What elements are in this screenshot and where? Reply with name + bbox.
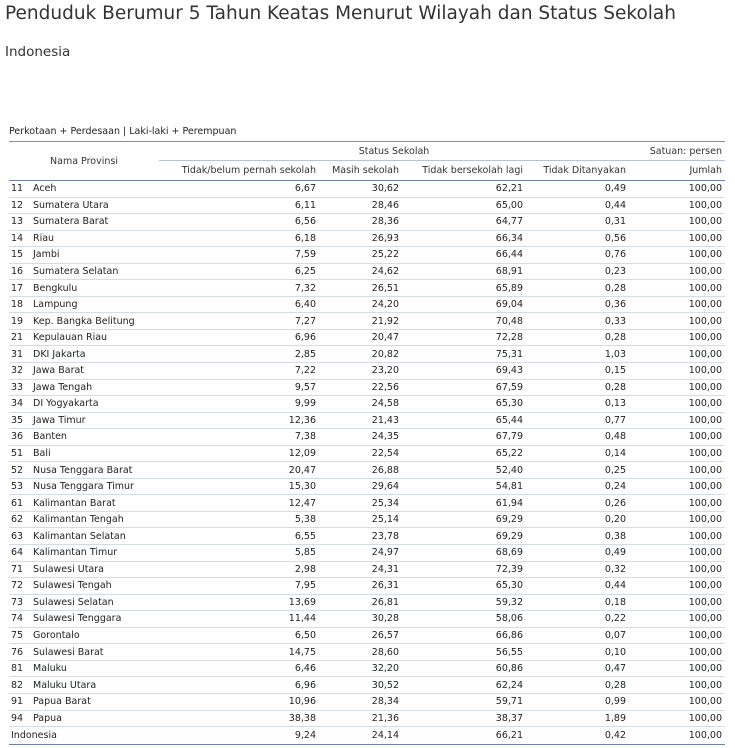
cell-no-longer-schooling: 62,24 (402, 677, 526, 694)
cell-total: 100,00 (629, 412, 725, 429)
cell-total: 100,00 (629, 181, 725, 198)
table-row (9, 181, 725, 198)
province-name: Sulawesi Tengah (31, 578, 159, 595)
page-subtitle: Indonesia (5, 44, 71, 60)
table-row (9, 280, 725, 297)
cell-not-asked: 0,31 (526, 214, 629, 231)
province-name: Sumatera Selatan (31, 263, 159, 280)
cell-not-asked: 0,14 (526, 445, 629, 462)
cell-total: 100,00 (629, 296, 725, 313)
cell-no-longer-schooling: 56,55 (402, 644, 526, 661)
column-header-total: Jumlah (629, 161, 725, 181)
cell-never-schooled: 6,11 (159, 197, 319, 214)
table-row (9, 313, 725, 330)
cell-not-asked: 0,07 (526, 627, 629, 644)
total-cell-not-asked: 0,42 (526, 727, 629, 745)
cell-no-longer-schooling: 69,29 (402, 511, 526, 528)
province-code: 82 (9, 677, 31, 694)
cell-no-longer-schooling: 54,81 (402, 478, 526, 495)
province-code: 74 (9, 611, 31, 628)
province-code: 15 (9, 247, 31, 264)
cell-total: 100,00 (629, 561, 725, 578)
table-row (9, 495, 725, 512)
table-row (9, 379, 725, 396)
cell-total: 100,00 (629, 478, 725, 495)
cell-still-schooling: 23,78 (319, 528, 402, 545)
cell-still-schooling: 24,62 (319, 263, 402, 280)
cell-never-schooled: 6,55 (159, 528, 319, 545)
cell-no-longer-schooling: 65,89 (402, 280, 526, 297)
cell-never-schooled: 2,85 (159, 346, 319, 363)
cell-still-schooling: 21,43 (319, 412, 402, 429)
cell-no-longer-schooling: 66,44 (402, 247, 526, 264)
cell-total: 100,00 (629, 445, 725, 462)
cell-not-asked: 0,99 (526, 693, 629, 710)
cell-still-schooling: 30,52 (319, 677, 402, 694)
table-row (9, 511, 725, 528)
cell-total: 100,00 (629, 528, 725, 545)
cell-still-schooling: 32,20 (319, 660, 402, 677)
province-code: 73 (9, 594, 31, 611)
cell-never-schooled: 5,85 (159, 545, 319, 562)
province-code: 53 (9, 478, 31, 495)
cell-no-longer-schooling: 59,71 (402, 693, 526, 710)
cell-never-schooled: 6,46 (159, 660, 319, 677)
cell-still-schooling: 20,82 (319, 346, 402, 363)
cell-still-schooling: 26,51 (319, 280, 402, 297)
data-table-container (9, 141, 725, 745)
table-row (9, 396, 725, 413)
page-title: Penduduk Berumur 5 Tahun Keatas Menurut Wilayah dan Status Sekolah (5, 3, 676, 24)
cell-never-schooled: 6,67 (159, 181, 319, 198)
cell-not-asked: 0,28 (526, 677, 629, 694)
table-row (9, 445, 725, 462)
total-cell-no-longer-schooling: 66,21 (402, 727, 526, 745)
cell-still-schooling: 28,46 (319, 197, 402, 214)
cell-never-schooled: 6,96 (159, 329, 319, 346)
cell-no-longer-schooling: 65,30 (402, 396, 526, 413)
province-code: 36 (9, 429, 31, 446)
province-code: 64 (9, 545, 31, 562)
province-code: 71 (9, 561, 31, 578)
province-name: Kalimantan Barat (31, 495, 159, 512)
cell-no-longer-schooling: 69,04 (402, 296, 526, 313)
table-row (9, 296, 725, 313)
cell-not-asked: 0,76 (526, 247, 629, 264)
province-code: 13 (9, 214, 31, 231)
cell-not-asked: 0,44 (526, 197, 629, 214)
table-row (9, 677, 725, 694)
table-row (9, 627, 725, 644)
cell-not-asked: 0,38 (526, 528, 629, 545)
province-name: Sulawesi Utara (31, 561, 159, 578)
total-row-label: Indonesia (9, 727, 159, 745)
cell-total: 100,00 (629, 677, 725, 694)
province-name: Nusa Tenggara Timur (31, 478, 159, 495)
cell-still-schooling: 30,62 (319, 181, 402, 198)
province-code: 19 (9, 313, 31, 330)
cell-no-longer-schooling: 60,86 (402, 660, 526, 677)
cell-still-schooling: 24,20 (319, 296, 402, 313)
cell-never-schooled: 9,57 (159, 379, 319, 396)
province-name: Maluku (31, 660, 159, 677)
cell-not-asked: 0,13 (526, 396, 629, 413)
cell-total: 100,00 (629, 495, 725, 512)
cell-not-asked: 0,25 (526, 462, 629, 479)
province-code: 21 (9, 329, 31, 346)
province-name: Kalimantan Selatan (31, 528, 159, 545)
table-row (9, 578, 725, 595)
cell-never-schooled: 11,44 (159, 611, 319, 628)
cell-still-schooling: 25,14 (319, 511, 402, 528)
cell-never-schooled: 10,96 (159, 693, 319, 710)
cell-total: 100,00 (629, 578, 725, 595)
column-header-no-longer-schooling: Tidak bersekolah lagi (402, 161, 526, 181)
cell-no-longer-schooling: 66,34 (402, 230, 526, 247)
province-code: 35 (9, 412, 31, 429)
status-group-header: Status Sekolah (159, 142, 629, 161)
cell-not-asked: 1,03 (526, 346, 629, 363)
cell-not-asked: 0,32 (526, 561, 629, 578)
province-name: DI Yogyakarta (31, 396, 159, 413)
province-name: Bali (31, 445, 159, 462)
table-body (9, 181, 725, 727)
province-name: Papua Barat (31, 693, 159, 710)
cell-still-schooling: 29,64 (319, 478, 402, 495)
cell-never-schooled: 6,25 (159, 263, 319, 280)
cell-no-longer-schooling: 59,32 (402, 594, 526, 611)
table-row (9, 214, 725, 231)
cell-no-longer-schooling: 62,21 (402, 181, 526, 198)
cell-no-longer-schooling: 68,91 (402, 263, 526, 280)
province-name: Aceh (31, 181, 159, 198)
cell-never-schooled: 13,69 (159, 594, 319, 611)
cell-total: 100,00 (629, 346, 725, 363)
table-row (9, 594, 725, 611)
province-code: 72 (9, 578, 31, 595)
cell-total: 100,00 (629, 313, 725, 330)
province-name: Sumatera Barat (31, 214, 159, 231)
cell-total: 100,00 (629, 379, 725, 396)
province-name: Jawa Timur (31, 412, 159, 429)
cell-never-schooled: 7,95 (159, 578, 319, 595)
cell-still-schooling: 24,97 (319, 545, 402, 562)
cell-total: 100,00 (629, 511, 725, 528)
cell-still-schooling: 26,88 (319, 462, 402, 479)
cell-no-longer-schooling: 67,59 (402, 379, 526, 396)
table-total-row (9, 727, 725, 745)
filter-label: Perkotaan + Perdesaan | Laki-laki + Perempuan (9, 126, 237, 137)
table-row (9, 263, 725, 280)
province-name: Kalimantan Timur (31, 545, 159, 562)
cell-still-schooling: 25,34 (319, 495, 402, 512)
province-name: Riau (31, 230, 159, 247)
province-name: Sulawesi Selatan (31, 594, 159, 611)
table-row (9, 478, 725, 495)
cell-no-longer-schooling: 70,48 (402, 313, 526, 330)
table-row (9, 429, 725, 446)
cell-still-schooling: 30,28 (319, 611, 402, 628)
total-cell-never-schooled: 9,24 (159, 727, 319, 745)
province-name: Jawa Barat (31, 363, 159, 380)
province-name: Jambi (31, 247, 159, 264)
cell-not-asked: 0,44 (526, 578, 629, 595)
cell-total: 100,00 (629, 214, 725, 231)
cell-still-schooling: 21,92 (319, 313, 402, 330)
province-code: 94 (9, 710, 31, 727)
province-code: 91 (9, 693, 31, 710)
cell-never-schooled: 7,59 (159, 247, 319, 264)
province-name: DKI Jakarta (31, 346, 159, 363)
table-row (9, 197, 725, 214)
cell-not-asked: 0,20 (526, 511, 629, 528)
cell-total: 100,00 (629, 611, 725, 628)
province-code: 63 (9, 528, 31, 545)
cell-still-schooling: 26,31 (319, 578, 402, 595)
cell-never-schooled: 7,27 (159, 313, 319, 330)
cell-never-schooled: 12,09 (159, 445, 319, 462)
table-row (9, 644, 725, 661)
cell-total: 100,00 (629, 462, 725, 479)
province-code: 33 (9, 379, 31, 396)
cell-not-asked: 0,77 (526, 412, 629, 429)
province-code: 11 (9, 181, 31, 198)
cell-no-longer-schooling: 66,86 (402, 627, 526, 644)
total-cell-total: 100,00 (629, 727, 725, 745)
table-row (9, 329, 725, 346)
province-name: Maluku Utara (31, 677, 159, 694)
cell-total: 100,00 (629, 396, 725, 413)
cell-not-asked: 0,15 (526, 363, 629, 380)
cell-still-schooling: 22,54 (319, 445, 402, 462)
cell-still-schooling: 24,58 (319, 396, 402, 413)
cell-total: 100,00 (629, 644, 725, 661)
cell-total: 100,00 (629, 429, 725, 446)
cell-never-schooled: 6,50 (159, 627, 319, 644)
column-header-never-schooled: Tidak/belum pernah sekolah (159, 161, 319, 181)
cell-total: 100,00 (629, 710, 725, 727)
cell-total: 100,00 (629, 693, 725, 710)
table-header (9, 142, 725, 181)
province-name: Jawa Tengah (31, 379, 159, 396)
cell-total: 100,00 (629, 263, 725, 280)
province-code: 16 (9, 263, 31, 280)
cell-no-longer-schooling: 65,22 (402, 445, 526, 462)
table-row (9, 660, 725, 677)
cell-never-schooled: 6,40 (159, 296, 319, 313)
cell-total: 100,00 (629, 247, 725, 264)
province-name: Kep. Bangka Belitung (31, 313, 159, 330)
data-table (9, 141, 725, 745)
cell-still-schooling: 21,36 (319, 710, 402, 727)
province-code: 76 (9, 644, 31, 661)
cell-no-longer-schooling: 72,28 (402, 329, 526, 346)
cell-total: 100,00 (629, 627, 725, 644)
table-row (9, 462, 725, 479)
province-code: 51 (9, 445, 31, 462)
province-name: Kepulauan Riau (31, 329, 159, 346)
cell-still-schooling: 22,56 (319, 379, 402, 396)
cell-never-schooled: 7,38 (159, 429, 319, 446)
province-code: 81 (9, 660, 31, 677)
cell-never-schooled: 9,99 (159, 396, 319, 413)
cell-not-asked: 0,23 (526, 263, 629, 280)
province-code: 61 (9, 495, 31, 512)
cell-never-schooled: 14,75 (159, 644, 319, 661)
province-name: Banten (31, 429, 159, 446)
province-name: Kalimantan Tengah (31, 511, 159, 528)
table-footer (9, 727, 725, 745)
province-name: Papua (31, 710, 159, 727)
cell-never-schooled: 20,47 (159, 462, 319, 479)
table-row (9, 710, 725, 727)
table-row (9, 693, 725, 710)
cell-total: 100,00 (629, 545, 725, 562)
cell-never-schooled: 12,36 (159, 412, 319, 429)
province-name: Sulawesi Tenggara (31, 611, 159, 628)
cell-still-schooling: 24,31 (319, 561, 402, 578)
cell-never-schooled: 7,32 (159, 280, 319, 297)
table-row (9, 545, 725, 562)
province-code: 17 (9, 280, 31, 297)
cell-still-schooling: 28,36 (319, 214, 402, 231)
cell-not-asked: 0,28 (526, 329, 629, 346)
cell-not-asked: 0,26 (526, 495, 629, 512)
cell-no-longer-schooling: 69,43 (402, 363, 526, 380)
total-cell-still-schooling: 24,14 (319, 727, 402, 745)
cell-never-schooled: 5,38 (159, 511, 319, 528)
table-row (9, 412, 725, 429)
cell-not-asked: 0,33 (526, 313, 629, 330)
cell-never-schooled: 6,18 (159, 230, 319, 247)
province-code: 75 (9, 627, 31, 644)
cell-no-longer-schooling: 75,31 (402, 346, 526, 363)
province-name: Gorontalo (31, 627, 159, 644)
table-row (9, 363, 725, 380)
province-name: Lampung (31, 296, 159, 313)
cell-never-schooled: 2,98 (159, 561, 319, 578)
cell-not-asked: 0,49 (526, 545, 629, 562)
province-code: 62 (9, 511, 31, 528)
unit-label: Satuan: persen (629, 142, 725, 161)
cell-no-longer-schooling: 67,79 (402, 429, 526, 446)
cell-not-asked: 1,89 (526, 710, 629, 727)
cell-total: 100,00 (629, 363, 725, 380)
cell-total: 100,00 (629, 280, 725, 297)
cell-still-schooling: 20,47 (319, 329, 402, 346)
cell-total: 100,00 (629, 197, 725, 214)
cell-never-schooled: 6,56 (159, 214, 319, 231)
cell-total: 100,00 (629, 660, 725, 677)
province-code: 14 (9, 230, 31, 247)
column-header-still-schooling: Masih sekolah (319, 161, 402, 181)
column-header-not-asked: Tidak Ditanyakan (526, 161, 629, 181)
province-name: Nusa Tenggara Barat (31, 462, 159, 479)
cell-still-schooling: 26,81 (319, 594, 402, 611)
cell-no-longer-schooling: 69,29 (402, 528, 526, 545)
cell-still-schooling: 28,60 (319, 644, 402, 661)
province-code: 18 (9, 296, 31, 313)
cell-still-schooling: 28,34 (319, 693, 402, 710)
cell-no-longer-schooling: 58,06 (402, 611, 526, 628)
cell-not-asked: 0,10 (526, 644, 629, 661)
cell-never-schooled: 7,22 (159, 363, 319, 380)
cell-no-longer-schooling: 38,37 (402, 710, 526, 727)
cell-not-asked: 0,49 (526, 181, 629, 198)
province-code: 31 (9, 346, 31, 363)
cell-no-longer-schooling: 64,77 (402, 214, 526, 231)
province-name: Bengkulu (31, 280, 159, 297)
cell-no-longer-schooling: 61,94 (402, 495, 526, 512)
cell-not-asked: 0,36 (526, 296, 629, 313)
table-row (9, 528, 725, 545)
table-row (9, 247, 725, 264)
province-code: 52 (9, 462, 31, 479)
cell-no-longer-schooling: 72,39 (402, 561, 526, 578)
cell-never-schooled: 12,47 (159, 495, 319, 512)
cell-not-asked: 0,47 (526, 660, 629, 677)
cell-total: 100,00 (629, 329, 725, 346)
table-row (9, 230, 725, 247)
cell-total: 100,00 (629, 594, 725, 611)
cell-no-longer-schooling: 65,44 (402, 412, 526, 429)
table-row (9, 611, 725, 628)
province-name: Sumatera Utara (31, 197, 159, 214)
province-code: 32 (9, 363, 31, 380)
cell-no-longer-schooling: 52,40 (402, 462, 526, 479)
cell-never-schooled: 15,30 (159, 478, 319, 495)
cell-not-asked: 0,18 (526, 594, 629, 611)
cell-no-longer-schooling: 68,69 (402, 545, 526, 562)
cell-still-schooling: 26,93 (319, 230, 402, 247)
province-column-header: Nama Provinsi (9, 142, 159, 181)
table-row (9, 346, 725, 363)
cell-still-schooling: 26,57 (319, 627, 402, 644)
province-code: 34 (9, 396, 31, 413)
province-code: 12 (9, 197, 31, 214)
cell-not-asked: 0,48 (526, 429, 629, 446)
cell-still-schooling: 23,20 (319, 363, 402, 380)
cell-not-asked: 0,24 (526, 478, 629, 495)
province-name: Sulawesi Barat (31, 644, 159, 661)
cell-no-longer-schooling: 65,30 (402, 578, 526, 595)
cell-total: 100,00 (629, 230, 725, 247)
cell-never-schooled: 38,38 (159, 710, 319, 727)
table-row (9, 561, 725, 578)
cell-not-asked: 0,22 (526, 611, 629, 628)
cell-still-schooling: 25,22 (319, 247, 402, 264)
cell-not-asked: 0,56 (526, 230, 629, 247)
cell-not-asked: 0,28 (526, 280, 629, 297)
cell-no-longer-schooling: 65,00 (402, 197, 526, 214)
cell-still-schooling: 24,35 (319, 429, 402, 446)
cell-not-asked: 0,28 (526, 379, 629, 396)
cell-never-schooled: 6,96 (159, 677, 319, 694)
